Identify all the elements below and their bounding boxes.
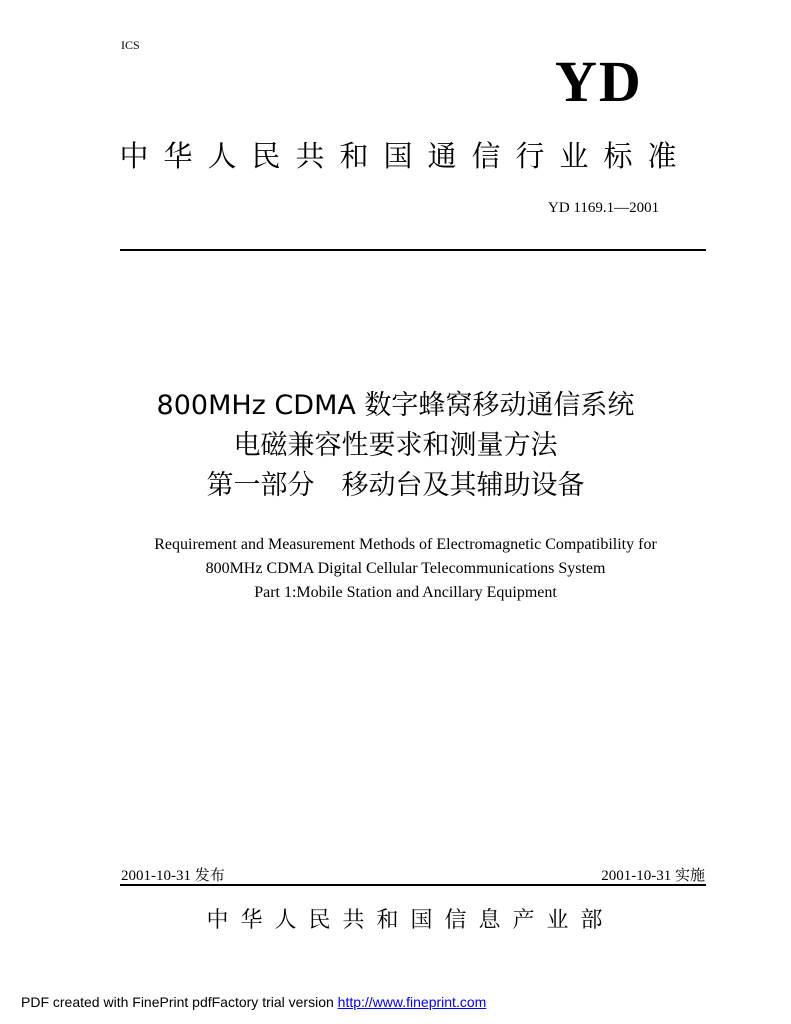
- industry-standard-title: 中华人民共和国通信行业标准: [119, 139, 692, 173]
- footer-text: PDF created with FinePrint pdfFactory trial version: [21, 994, 338, 1010]
- yd-logo: YD: [555, 49, 643, 114]
- publisher: 中华人民共和国信息产业部: [206, 908, 615, 933]
- footer-link[interactable]: http://www.fineprint.com: [337, 994, 487, 1010]
- english-title: [0, 533, 791, 605]
- chinese-title-line-2: 电磁兼容性要求和测量方法: [233, 430, 558, 461]
- standard-number: YD 1169.1—2001: [548, 200, 660, 216]
- ics-label: ICS: [121, 38, 140, 52]
- implementation-date: 2001-10-31 实施: [601, 868, 705, 884]
- english-title-line-3: Part 1:Mobile Station and Ancillary Equipment: [254, 584, 557, 601]
- chinese-title-line-1: 800MHz CDMA 数字蜂窝移动通信系统: [156, 390, 635, 421]
- chinese-title-line-3: 第一部分 移动台及其辅助设备: [206, 470, 585, 501]
- chinese-title: [0, 386, 791, 506]
- bottom-divider: [120, 884, 706, 886]
- top-divider: [120, 249, 706, 251]
- english-title-line-1: Requirement and Measurement Methods of Electromagnetic Compatibility for: [154, 536, 657, 553]
- english-title-line-2: 800MHz CDMA Digital Cellular Telecommunications System: [205, 560, 606, 577]
- pdf-footer: [21, 994, 486, 1010]
- issue-date: 2001-10-31 发布: [121, 868, 225, 884]
